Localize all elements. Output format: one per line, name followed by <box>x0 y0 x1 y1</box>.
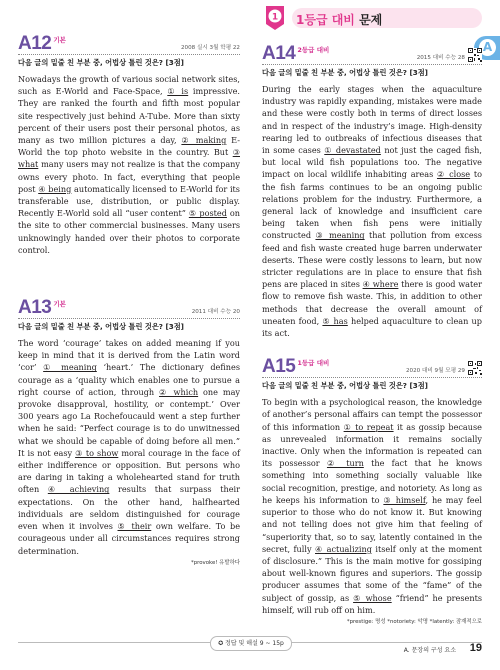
question-prompt: 다음 글의 밑줄 친 부분 중, 어법상 틀린 것은? [3점] <box>262 68 428 77</box>
question-a15 <box>262 357 482 625</box>
choice-5: ⑤ whose <box>353 592 392 603</box>
qr-code-icon[interactable] <box>468 361 482 375</box>
qr-code-icon[interactable] <box>468 48 482 62</box>
question-a14 <box>262 44 482 339</box>
question-header <box>262 357 482 378</box>
level-tag: 기본 <box>53 36 66 44</box>
passage: During the early stages when the aquaculture industry was rapidly expanding, mistakes were made and these were costly both in terms of direct losses and in respect of the industry’s image. High-density rearing led to outbreaks of infectious diseases that in some cases ① devastated not just the caged fish, but local wild fish populations too. The negative impact on local wildlife inhabiting areas ② close to the fish farms continues to be an ongoing public relations problem for the industry. Furthermore, a general lack of knowledge and insufficient care being taken when fish pens were initially constructed ③ meaning that pollution from excess feed and fish waste created huge barren underwater deserts. These were costly lessons to learn, but now stricter regulations are in place to ensure that fish pens are placed in sites ④ where there is good water flow to remove fish waste. This, in addition to other methods that decrease the overall amount of uneaten food, ⑤ has helped aquaculture to clean up its act. <box>262 84 482 339</box>
chapter-letter: A <box>479 39 496 56</box>
question-source: 2015 대비 수능 28 <box>416 55 465 61</box>
chapter-label: A. 문장의 구성 요소 <box>403 647 456 654</box>
choice-5: ⑤ their <box>117 521 152 532</box>
choice-1: ① to repeat <box>343 421 394 432</box>
question-source: 2008 실시 3월 학평 22 <box>180 45 240 51</box>
question-number: A13 <box>18 297 52 319</box>
choice-2: ② which <box>159 386 199 397</box>
page-footer <box>0 636 500 670</box>
banner-title-rest: 문제 <box>359 13 383 27</box>
badge-number: 1 <box>271 12 279 23</box>
question-header <box>18 298 240 319</box>
question-a12 <box>18 34 240 256</box>
choice-3: ③ himself <box>383 494 426 505</box>
choice-3: ③ meaning <box>315 230 365 241</box>
question-source: 2020 대비 9월 모평 29 <box>405 368 465 375</box>
choice-4: ④ where <box>362 279 399 290</box>
choice-2: ② close <box>436 169 471 180</box>
choice-3: ③ to show <box>75 447 119 458</box>
question-header <box>262 44 482 65</box>
choice-5: ⑤ posted <box>188 208 227 219</box>
choice-1: ① devastated <box>324 145 381 156</box>
footnote: *prestige: 명성 *notoriety: 악명 *latently: 잠재적으로 <box>346 618 482 625</box>
choice-2: ② making <box>181 135 227 146</box>
level-tag: 2등급 대비 <box>297 46 330 54</box>
question-source: 2011 대비 수능 20 <box>191 309 240 316</box>
choice-4: ④ being <box>38 183 72 194</box>
question-prompt: 다음 글의 밑줄 친 부분 중, 어법상 틀린 것은? [3점] <box>18 322 184 332</box>
question-a13 <box>18 298 240 566</box>
footnote: *provoke! 유발하다 <box>191 559 240 566</box>
right-column <box>262 44 482 625</box>
choice-3: ③ what <box>18 147 240 170</box>
left-column <box>18 34 240 566</box>
choice-1: ① meaning <box>43 362 97 373</box>
question-number: A12 <box>18 33 52 54</box>
passage: To begin with a psychological reason, the knowledge of another’s personal affairs can tempt the possessor of this information ① to repeat it as gossip because as unrevealed information it remains socially inactive. Only when the information is repeated can its possessor ② turn the fact that he knows something into something socially valuable like social recognition, prestige, and notoriety. As long as he keeps his information to ③ himself, he may feel superior to those who do not know it. But knowing and not telling does not give him that feeling of “superiority that, so to say, latently contained in the secret, fully ④ actualizing itself only at the moment of disclosure.” This is the main motive for gossiping about well-known figures and superiors. The gossip producer assumes that some of the “fame” of the subject of gossip, as ⑤ whose “friend” he presents himself, will rub off on him. <box>262 397 482 615</box>
level-tag: 1등급 대비 <box>297 359 330 368</box>
choice-2: ② turn <box>326 458 364 469</box>
choice-4: ④ actualizing <box>315 543 372 554</box>
passage: Nowadays the growth of various social network sites, such as E-World and Face-Space, ① is impressive. They are ranked the fourth and fifth most popular site respectively just behind A-Tube. More than sixty percent of their users post their personal photos, as many as two million pictures a day, ② making E-World the top photo website in the country. But ③ what many users may not realize is that the company owns every photo. In fact, everything that people post ④ being automatically licensed to E-World for its transferable use, distribution, or public display. Recently E-World sold all “user content” ⑤ posted on the site to other commercial businesses. Many users unknowingly handed over their photos to corporate control. <box>18 74 241 255</box>
question-number: A15 <box>262 356 296 378</box>
question-prompt: 다음 글의 밑줄 친 부분 중, 어법상 틀린 것은? [3점] <box>262 381 428 391</box>
banner-title-main: 1등급 대비 <box>296 13 355 27</box>
choice-1: ① is <box>167 86 189 97</box>
page-number: 19 <box>469 642 482 654</box>
question-number: A14 <box>262 43 296 64</box>
answer-reference[interactable]: ✪ 정답 및 해설 9 ~ 15p <box>210 636 292 651</box>
banner-title <box>296 11 382 28</box>
grade-badge-icon <box>262 4 288 32</box>
section-banner <box>262 6 482 30</box>
passage: The word ‘courage’ takes on added meaning if you keep in mind that it is derived from the Latin word ‘cor’ ① meaning ‘heart.’ The dictionary defines courage as a ‘quality which enables one to pursue a right course of action, through ② which one may provoke disapproval, hostility, or contempt.’ Over 300 years ago La Rochefoucauld went a step further when he said: “Perfect courage is to do unwitnessed what we should be capable of doing before all men.” It is not easy ③ to show moral courage in the face of either indifference or opposition. But persons who are daring in taking a wholehearted stand for truth often ④ achieving results that surpass their expectations. On the other hand, halfhearted individuals are seldom distinguished for courage even when it involves ⑤ their own welfare. To be courageous under all circumstances requires strong determination. <box>18 338 241 556</box>
question-header <box>18 34 240 55</box>
choice-4: ④ achieving <box>47 484 110 495</box>
question-prompt: 다음 글의 밑줄 친 부분 중, 어법상 틀린 것은? [3점] <box>18 58 184 67</box>
choice-5: ⑤ has <box>322 315 348 326</box>
level-tag: 기본 <box>53 300 66 309</box>
